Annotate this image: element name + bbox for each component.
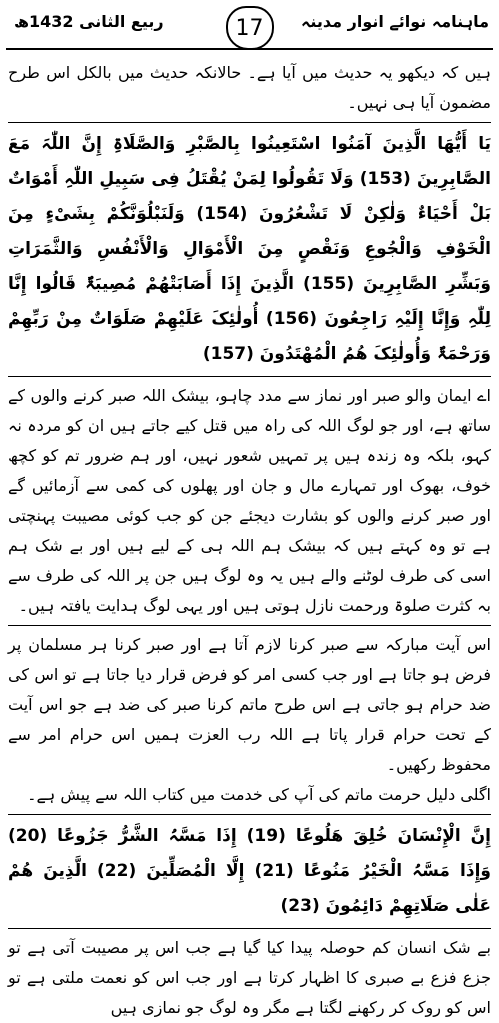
page-number-badge bbox=[226, 6, 274, 50]
urdu-paragraph: ہیں کہ دیکھو یہ حدیث میں آیا ہے۔ حالانکہ حدیث میں بالکل اس طرح مضمون آیا ہی نہیں۔ bbox=[8, 63, 491, 112]
quran-verse-block: إِنَّ الْإِنْسَانَ خُلِقَ ھَلُوعًا (19) إِذَا مَسَّہُ الشَّرُّ جَزُوعًا (20) وَإِذَا مَسَّہُ الْخَیْرُ مَنُوعًا (21) إِلَّا الْمُصَلِّینَ (22) الَّذِینَ ھُمْ عَلٰی صَلَاتِھِمْ دَائِمُونَ (23) bbox=[8, 826, 491, 916]
section-divider bbox=[8, 625, 491, 626]
section-divider bbox=[8, 928, 491, 929]
urdu-paragraph: اے ایمان والو صبر اور نماز سے مدد چاہو، بیشک اللہ صبر کرنے والوں کے ساتھ ہے، اور جو لوگ اللہ کی راہ میں قتل کیے جاتے ہیں ان کو مردہ نہ کہو، بلکہ وہ زندہ ہیں پر تمہیں شعور نہیں، اور ہم ضرور تم کو کچھ خوف، بھوک اور تمہارے مال و جان اور پھلوں کی کمی سے آزمائیں گے اور صبر کرنے والوں کو بشارت دیجئے جن کو جب کوئی مصیبت پہنچتی ہے تو وہ کہتے ہیں کہ بیشک ہم اللہ ہی کے لیے ہیں اور بے شک ہم اسی کی طرف لوٹنے والے ہیں یہ وہ لوگ ہیں جن پر اللہ کی طرف سے بہ کثرت صلوۃ ورحمت نازل ہوتی ہیں اور یہی لوگ ہدایت یافتہ ہیں۔ bbox=[8, 386, 491, 615]
urdu-paragraph: اگلی دلیل حرمت ماتم کی آپ کی خدمت میں کتاب اللہ سے پیش ہے۔ bbox=[27, 785, 491, 804]
section-divider bbox=[8, 122, 491, 123]
section-divider bbox=[8, 376, 491, 377]
page-number: 17 bbox=[235, 15, 264, 41]
magazine-title: ماہنامہ نوائے انوار مدینہ bbox=[300, 12, 489, 31]
article-body bbox=[8, 58, 492, 1017]
quran-verse-block: یَا أَیُّھَا الَّذِینَ آمَنُوا اسْتَعِینُوا بِالصَّبْرِ وَالصَّلَاۃِ إِنَّ اللّٰہَ مَعَ الصَّابِرِینَ (153) وَلَا تَقُولُوا لِمَنْ یُقْتَلُ فِی سَبِیلِ اللّٰہِ أَمْوَاتٌ بَلْ أَحْیَاءٌ وَلٰکِنْ لَا تَشْعُرُونَ (154) وَلَنَبْلُوَنَّکُمْ بِشَیْءٍ مِنَ الْخَوْفِ وَالْجُوعِ وَنَقْصٍ مِنَ الْأَمْوَالِ وَالْأَنْفُسِ وَالثَّمَرَاتِ وَبَشِّرِ الصَّابِرِینَ (155) الَّذِینَ إِذَا أَصَابَتْھُمْ مُصِیبَۃٌ قَالُوا إِنَّا لِلّٰہِ وَإِنَّا إِلَیْہِ رَاجِعُونَ (156) أُولٰئِکَ عَلَیْھِمْ صَلَوَاتٌ مِنْ رَبِّھِمْ وَرَحْمَۃٌ وَأُولٰئِکَ ھُمُ الْمُھْتَدُونَ (157) bbox=[8, 134, 492, 364]
header-divider bbox=[6, 48, 493, 50]
urdu-paragraph: اس آیت مبارکہ سے صبر کرنا لازم آتا ہے اور صبر کرنا ہر مسلمان پر فرض ہو جاتا ہے اور جب کسی امر کو فرض قرار دیا جاتا ہے تو اس کی ضد حرام ہو جاتی ہے اس طرح ماتم کرنا صبر کی ضد ہے جو اس آیت کے تحت حرام قرار پاتا ہے اللہ رب العزت ہمیں اس حرام امر سے محفوظ رکھیں۔ bbox=[8, 635, 491, 774]
urdu-paragraph: بے شک انسان کم حوصلہ پیدا کیا گیا ہے جب اس پر مصیبت آتی ہے تو جزع فزع بے صبری کا اظہار کرتا ہے اور جب اس کو نعمت ملتی ہے تو اس کو روک کر رکھنے لگتا ہے مگر وہ لوگ جو نمازی ہیں bbox=[8, 938, 491, 1017]
issue-date: ربیع الثانی 1432ھ bbox=[14, 12, 164, 31]
page-header bbox=[6, 6, 493, 52]
section-divider bbox=[8, 814, 491, 815]
